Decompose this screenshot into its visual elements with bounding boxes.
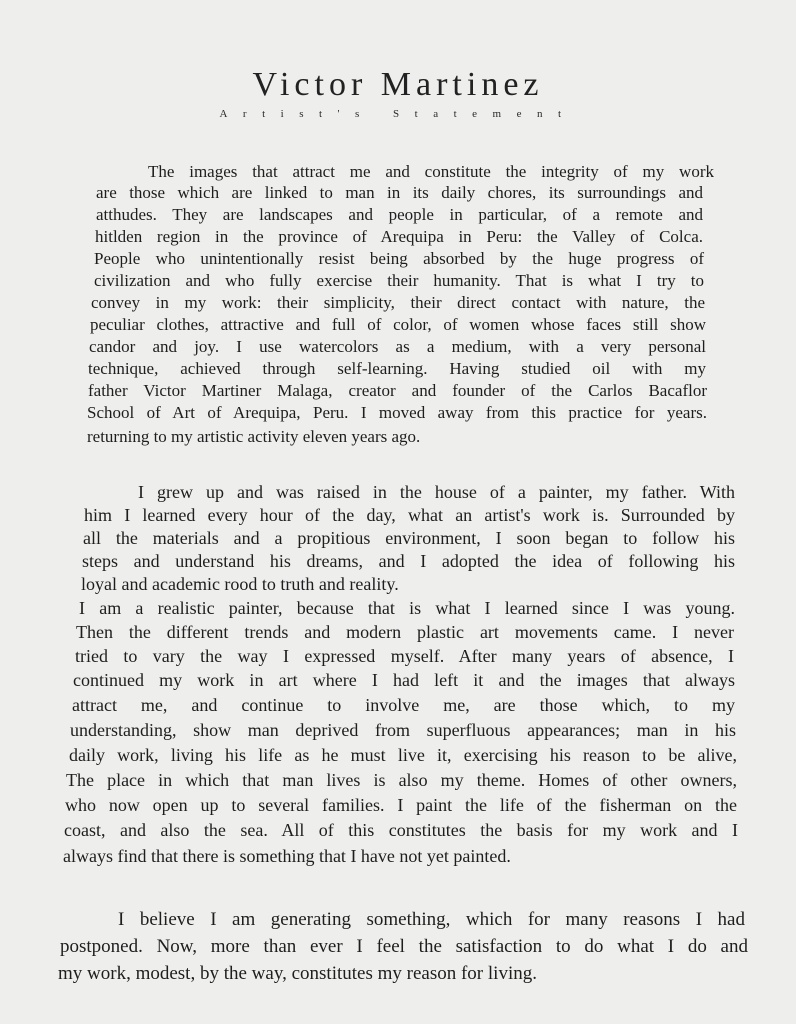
text-line: peculiar clothes, attractive and full of color, of women whose faces still show <box>90 315 706 334</box>
text-line: him I learned every hour of the day, what an artist's work is. Surrounded by <box>84 505 735 525</box>
text-line: are those which are linked to man in its daily chores, its surroundings and <box>96 183 703 202</box>
text-line: understanding, show man deprived from superfluous appearances; man in his <box>70 720 736 740</box>
text-line: School of Art of Arequipa, Peru. I moved away from this practice for years. <box>87 403 707 422</box>
text-line: father Victor Martiner Malaga, creator and founder of the Carlos Bacaflor <box>88 381 707 400</box>
text-line: I am a realistic painter, because that is what I learned since I was young. <box>79 598 735 618</box>
text-line: atthudes. They are landscapes and people in particular, of a remote and <box>96 205 703 224</box>
text-line: who now open up to several families. I paint the life of the fisherman on the <box>65 795 737 815</box>
text-line: People who unintentionally resist being absorbed by the huge progress of <box>94 249 704 268</box>
text-line: always find that there is something that I have not yet painted. <box>63 846 511 866</box>
text-line: candor and joy. I use watercolors as a medium, with a very personal <box>89 337 706 356</box>
page-subtitle: Artist's Statement <box>219 108 577 120</box>
text-line: returning to my artistic activity eleven years ago. <box>87 427 421 446</box>
text-line: coast, and also the sea. All of this constitutes the basis for my work and I <box>64 820 738 840</box>
text-line: The place in which that man lives is also my theme. Homes of other owners, <box>66 770 737 790</box>
text-line: postponed. Now, more than ever I feel the satisfaction to do what I do and <box>60 936 748 957</box>
text-line: convey in my work: their simplicity, their direct contact with nature, the <box>91 293 705 312</box>
text-line: attract me, and continue to involve me, are those which, to my <box>72 695 735 715</box>
text-line: civilization and who fully exercise their humanity. That is what I try to <box>94 271 704 290</box>
text-line: technique, achieved through self-learning. Having studied oil with my <box>88 359 706 378</box>
text-line: tried to vary the way I expressed myself. After many years of absence, I <box>75 646 734 666</box>
text-line: continued my work in art where I had left it and the images that always <box>73 670 735 690</box>
text-line: I grew up and was raised in the house of a painter, my father. With <box>138 482 735 502</box>
text-line: daily work, living his life as he must live it, exercising his reason to be alive, <box>69 745 737 765</box>
text-line: all the materials and a propitious environment, I soon began to follow his <box>83 528 735 548</box>
text-line: steps and understand his dreams, and I adopted the idea of following his <box>82 551 735 571</box>
text-line: The images that attract me and constitute the integrity of my work <box>148 162 714 181</box>
text-line: I believe I am generating something, which for many reasons I had <box>118 909 745 930</box>
text-line: Then the different trends and modern plastic art movements came. I never <box>76 622 734 642</box>
text-line: loyal and academic rood to truth and reality. <box>81 574 399 594</box>
page-title: Victor Martinez <box>252 66 544 103</box>
text-line: hitlden region in the province of Arequipa in Peru: the Valley of Colca. <box>95 227 703 246</box>
text-line: my work, modest, by the way, constitutes my reason for living. <box>58 963 537 984</box>
